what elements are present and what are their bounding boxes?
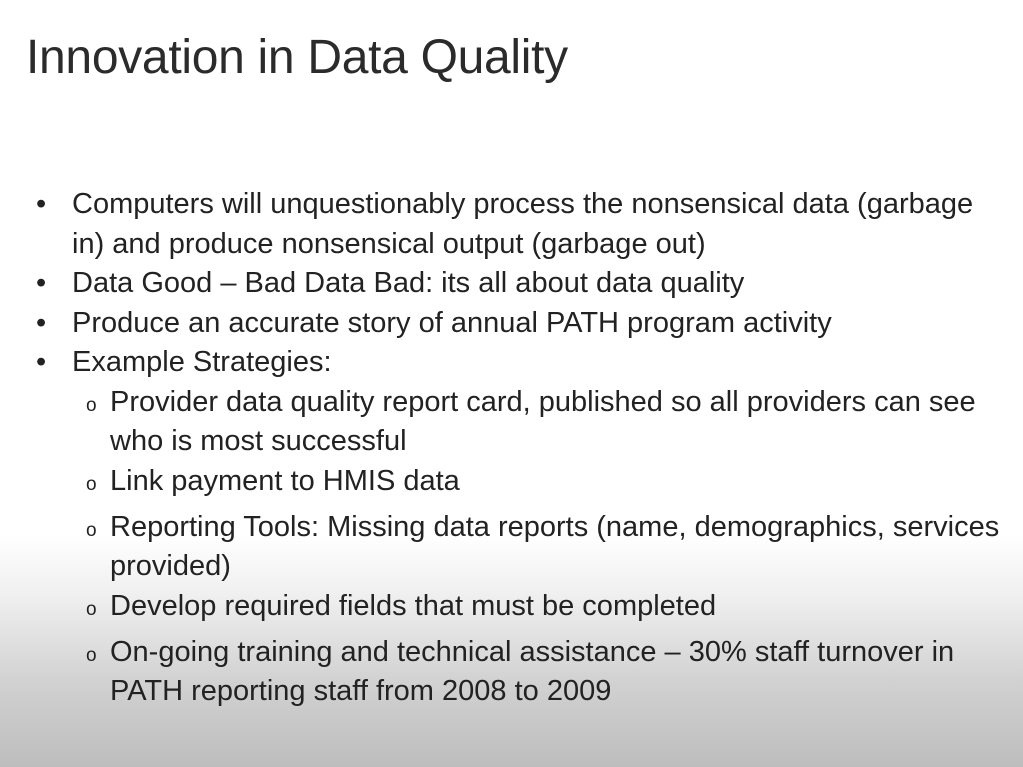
sub-bullet-text: Reporting Tools: Missing data reports (name, demographics, services provided) <box>110 510 1000 582</box>
bullet-item <box>32 185 1007 264</box>
bullet-item <box>32 343 1007 383</box>
bullet-list <box>32 185 1007 712</box>
sub-bullet-text: Link payment to HMIS data <box>110 464 460 497</box>
sub-bullet-item <box>32 508 1007 587</box>
bullet-item <box>32 264 1007 304</box>
sub-bullet-marker: o <box>86 394 97 416</box>
bullet-text: Data Good – Bad Data Bad: its all about data quality <box>72 267 745 299</box>
bullet-text: Computers will unquestionably process the nonsensical data (garbage in) and produce nonsensical output (garbage out) <box>72 188 974 260</box>
sub-bullet-text: On-going training and technical assistance – 30% staff turnover in PATH reporting staff from 2008 to 2009 <box>110 635 955 707</box>
bullet-marker: • <box>36 306 47 339</box>
bullet-text: Produce an accurate story of annual PATH program activity <box>72 306 832 339</box>
bullet-marker: • <box>36 188 47 220</box>
bullet-item <box>32 304 1007 344</box>
sub-bullet-text: Provider data quality report card, published so all providers can see who is most successful <box>110 385 976 457</box>
sub-bullet-item <box>32 462 1007 508</box>
sub-bullet-marker: o <box>86 644 97 666</box>
bullet-marker: • <box>36 346 47 378</box>
bullet-text: Example Strategies: <box>72 346 332 378</box>
sub-bullet-item <box>32 587 1007 633</box>
sub-bullet-item <box>32 383 1007 462</box>
bullet-marker: • <box>36 267 47 299</box>
sub-bullet-marker: o <box>86 598 97 620</box>
sub-bullet-marker: o <box>86 473 97 495</box>
slide-title: Innovation in Data Quality <box>26 31 568 84</box>
sub-bullet-item <box>32 633 1007 712</box>
sub-bullet-text: Develop required fields that must be completed <box>110 589 717 622</box>
sub-bullet-marker: o <box>86 519 97 541</box>
